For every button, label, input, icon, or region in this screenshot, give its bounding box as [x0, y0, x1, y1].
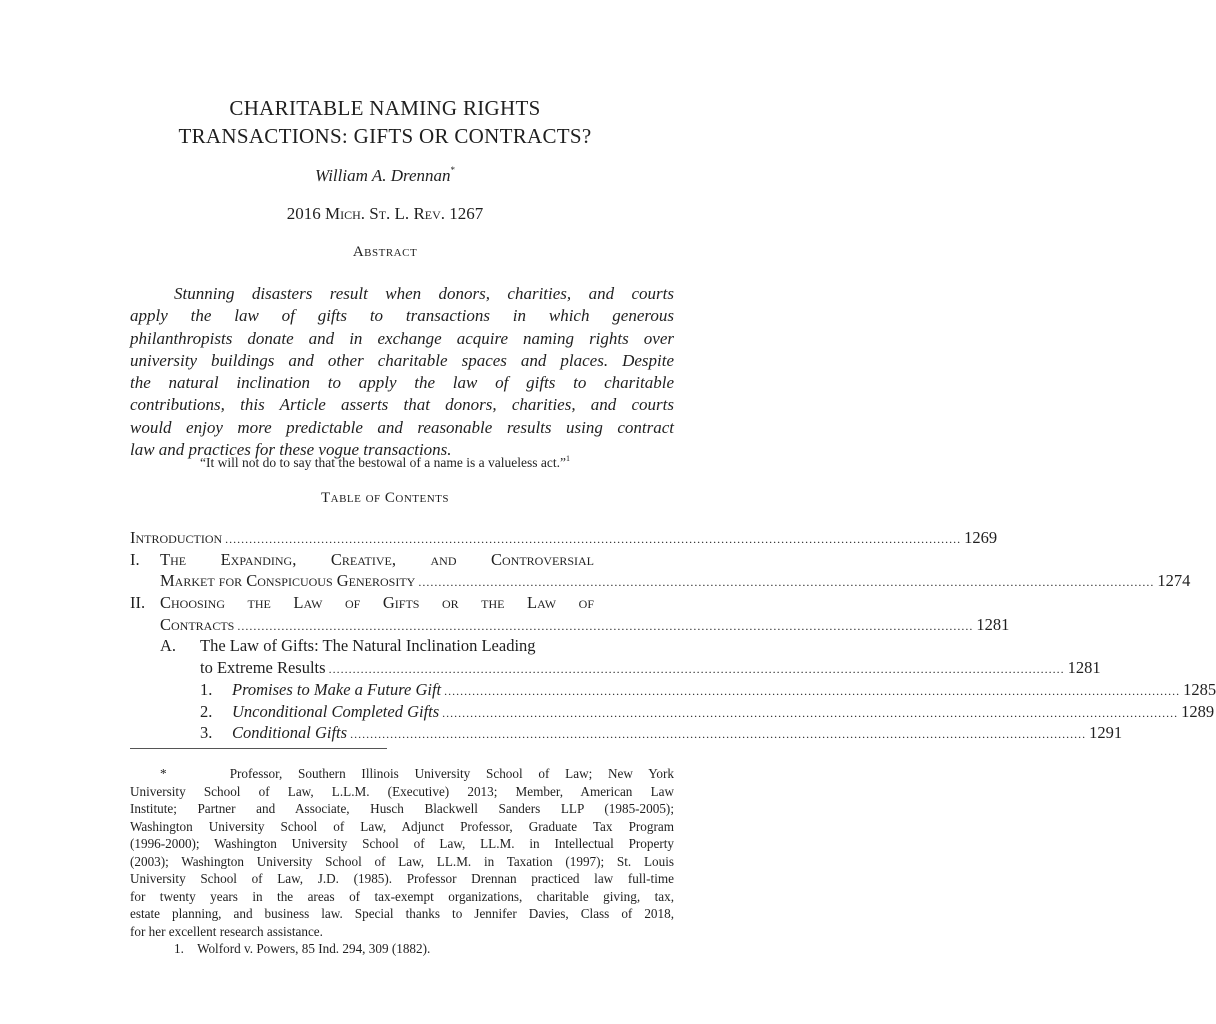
abstract-line: would enjoy more predictable and reasonable results using contract — [130, 417, 674, 437]
footnotes — [130, 765, 674, 958]
abstract-line: apply the law of gifts to transactions in which generous — [130, 306, 674, 326]
toc-word: Expanding, — [220, 549, 297, 569]
toc-entry-label: Conditional Gifts — [232, 723, 348, 743]
abstract-line: the natural inclination to apply the law of gifts to charitable — [130, 373, 674, 393]
toc-entry-page: 1269 — [964, 528, 998, 547]
toc-word: Law — [527, 593, 557, 613]
toc-part-number: I. — [130, 549, 140, 569]
toc-leader-dots: ........................................................................................................................................................................................ — [328, 662, 1065, 677]
toc-heading: Table of Contents — [320, 490, 450, 506]
toc-subsection-number: 2. — [200, 701, 213, 721]
footnote-star-line: (2003); Washington University School of Law, LL.M. in Taxation (1997); St. Louis — [130, 853, 674, 869]
toc-entry-page: 1289 — [1181, 701, 1215, 721]
citation-journal-l: L. — [394, 204, 410, 223]
toc-entry-section-a-line-2[interactable] — [130, 657, 1101, 679]
citation-journal-rev: Rev. — [413, 204, 446, 223]
toc-word: Controversial — [490, 549, 594, 569]
footnote-star-mark: * — [160, 766, 167, 781]
footnote-star-line: (1996-2000); Washington University School of Law, LL.M. in Intellectual Property — [130, 836, 674, 851]
abstract-line: law and practices for these vogue transactions. — [130, 440, 452, 460]
toc-entry-subsection-1[interactable] — [130, 679, 1216, 701]
title-line-1: CHARITABLE NAMING RIGHTS — [229, 96, 541, 120]
footnote-star-line: Institute; Partner and Associate, Husch Blackwell Sanders LLP (1985-2005); — [130, 801, 674, 816]
footnote-star-line: University School of Law, L.L.M. (Executive) 2013; Member, American Law — [130, 783, 674, 799]
citation-year: 2016 — [286, 204, 321, 223]
toc-entry-label-line-1 — [160, 549, 674, 571]
citation-line — [0, 204, 770, 224]
abstract-line: contributions, this Article asserts that donors, charities, and courts — [130, 395, 674, 415]
toc-entry-part-2-line-2[interactable] — [130, 614, 1010, 636]
toc-word: The — [160, 549, 187, 569]
toc-entry-label-line-2: Contracts — [160, 614, 235, 634]
abstract-line: Stunning disasters result when donors, charities, and courts — [174, 284, 674, 303]
toc-entry-label: Unconditional Completed Gifts — [232, 701, 440, 721]
citation-journal-st: St. — [369, 204, 391, 223]
toc-entry-label-line-1 — [160, 592, 674, 614]
toc-entry-part-1[interactable] — [130, 549, 674, 571]
author-line — [0, 165, 770, 186]
abstract-line: philanthropists donate and in exchange acquire naming rights over — [130, 328, 674, 348]
toc-entry-page: 1281 — [1067, 658, 1101, 678]
title-line-2: TRANSACTIONS: GIFTS OR CONTRACTS? — [178, 124, 592, 148]
toc-word: Choosing — [160, 593, 226, 613]
toc-entry-label: Introduction — [130, 528, 223, 547]
footnote-1-text: Wolford v. Powers, 85 Ind. 294, 309 (1882). — [197, 941, 431, 956]
toc-section-letter: A. — [160, 636, 177, 656]
toc-part-number: II. — [130, 593, 146, 613]
toc-entry-label-line-2: Market for Conspicuous Generosity — [160, 571, 416, 591]
toc-leader-dots: ........................................................................................................................................................................................ — [442, 705, 1179, 720]
toc-entry-page: 1291 — [1089, 723, 1123, 743]
toc-word: the — [481, 593, 505, 613]
toc-entry-subsection-3[interactable] — [130, 722, 1123, 744]
article-title — [0, 94, 770, 150]
toc-entry-subsection-2[interactable] — [130, 701, 1215, 723]
toc-entry-page: 1274 — [1157, 571, 1191, 591]
footnote-1-mark: 1. — [174, 941, 184, 956]
table-of-contents — [130, 527, 1216, 744]
toc-entry-part-2[interactable] — [130, 592, 674, 614]
footnote-star-line: for her excellent research assistance. — [130, 923, 323, 939]
footnote-star-line: estate planning, and business law. Special thanks to Jennifer Davies, Class of 2018, — [130, 906, 674, 921]
toc-subsection-number: 1. — [200, 679, 213, 699]
footnote-star-line: for twenty years in the areas of tax-exempt organizations, charitable giving, tax, — [130, 888, 674, 904]
footnote-star-line: University School of Law, J.D. (1985). Professor Drennan practiced law full-time — [130, 871, 674, 886]
toc-leader-dots: ........................................................................................................................................................................................ — [237, 618, 974, 633]
author-footnote-mark: * — [450, 165, 456, 175]
toc-word: of — [345, 593, 361, 613]
footnote-1 — [130, 940, 674, 958]
toc-entry-part-1-line-2[interactable] — [130, 570, 1191, 592]
toc-word: and — [430, 549, 457, 569]
footnote-star-line: Washington University School of Law, Adjunct Professor, Graduate Tax Program — [130, 818, 674, 834]
toc-entry-page: 1285 — [1183, 679, 1216, 699]
citation-page: 1267 — [449, 204, 484, 223]
author-name: William A. Drennan — [314, 166, 451, 185]
toc-word: Law — [293, 593, 323, 613]
toc-leader-dots: ........................................................................................................................................................................................ — [444, 683, 1181, 698]
toc-leader-dots: ........................................................................................................................................................................................ — [418, 575, 1155, 590]
citation-journal-mich: Mich. — [324, 204, 365, 223]
footnote-star-line — [130, 765, 674, 783]
toc-entry-label-line-2: to Extreme Results — [200, 658, 326, 678]
footnote-separator — [130, 748, 387, 749]
toc-entry-introduction[interactable] — [130, 527, 998, 549]
toc-word: the — [247, 593, 271, 613]
toc-word: of — [578, 593, 594, 613]
toc-subsection-number: 3. — [200, 723, 213, 743]
toc-entry-section-a[interactable] — [130, 635, 674, 657]
epigraph-footnote-mark: 1 — [565, 454, 570, 463]
toc-leader-dots: ........................................................................................................................................................................................ — [350, 727, 1087, 742]
epigraph — [0, 454, 770, 471]
footnote-text: Professor, Southern Illinois University School of Law; New York — [229, 766, 675, 781]
abstract-body — [130, 283, 674, 461]
abstract-heading: Abstract — [352, 244, 418, 260]
toc-word: Gifts — [382, 593, 420, 613]
toc-entry-label-line-1: The Law of Gifts: The Natural Inclination Leading — [200, 636, 536, 656]
toc-word: or — [441, 593, 459, 613]
epigraph-text: “It will not do to say that the bestowal of a name is a valueless act.” — [200, 455, 566, 470]
toc-word: Creative, — [330, 549, 396, 569]
toc-leader-dots: ........................................................................................................................................................................................ — [225, 532, 962, 546]
toc-entry-page: 1281 — [976, 614, 1010, 634]
toc-entry-label: Promises to Make a Future Gift — [232, 679, 442, 699]
abstract-line: university buildings and other charitable spaces and places. Despite — [130, 350, 674, 370]
